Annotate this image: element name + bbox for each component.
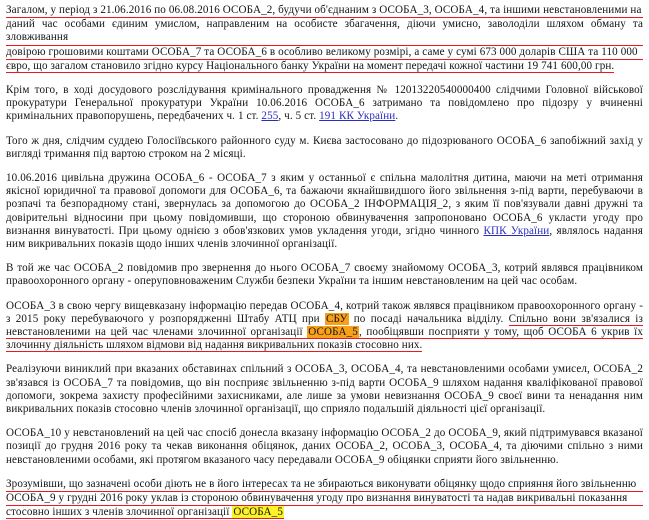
- paragraph-8: [6, 427, 643, 467]
- paragraph-9: [6, 478, 643, 520]
- paragraph-2: [6, 84, 643, 124]
- highlight-osoba-5-yellow: ОСОБА_5: [233, 506, 283, 519]
- highlight-osoba-5-orange: ОСОБА_5: [308, 326, 358, 339]
- paragraph-9-line-3-underlined-run: стосовно інших з членів злочинної організації: [6, 506, 233, 519]
- paragraph-9-line-3: [6, 506, 643, 519]
- paragraph-1: [6, 4, 643, 73]
- paragraph-2-text-3: .: [395, 110, 399, 123]
- paragraph-9-line-2: ОСОБА_9 у грудні 2016 року уклав із стороною обвинувачення угоду про визнання винуватості та надав викривальні показання: [6, 492, 643, 506]
- paragraph-1-line-1: Загалом, у період з 21.06.2016 по 06.08.2016 ОСОБА_2, будучи об'єднаним з ОСОБА_3, ОСОБА_4, та іншими невстановленими на: [6, 4, 643, 18]
- paragraph-4-text-1: 10.06.2016 цивільна дружина ОСОБА_6 - ОСОБА_7 з яким у останньої є спільна малолітня дитина, маючи на меті отримання якісної юридичної та правової допомоги для ОСОБА_6, та бажаючи якнайшвидшого його звільнення з-під варти, перебуваючи в розпачі та безпорадному стані, звернулась за допомогою до ОСОБА_2 ІНФОРМАЦІЯ_2, з яким її пов'язували давні дружні та довірительні відносини при цьому повідомивши, що стороною обвинувачення запропоновано ОСОБА_6 укласти угоду про визнання винуватості. При цьому однією з обов'язкових умов укладення угоди, згідно чинного: [6, 172, 643, 237]
- link-article-255[interactable]: 255: [261, 110, 279, 123]
- paragraph-6-red-underlined-run-1: Спільно вони зв'язалися із невстановленими на цей час членами злочинної організації: [6, 312, 643, 339]
- paragraph-7: [6, 363, 643, 416]
- paragraph-1-line-3: довірою грошовими коштами ОСОБА_7 та ОСОБА_6 в особливо великому розмірі, а саме у сумі 673 000 доларів США та 110 000: [6, 46, 643, 60]
- paragraph-1-line-4: [6, 60, 643, 73]
- paragraph-8-text: ОСОБА_10 у невстановлений на цей час спосіб донесла вказану інформацію ОСОБА_2 до ОСОБА_9, який підтримувався вказаної позиції до грудня 2016 року та чекав виконання обіцянок, даних ОСОБА_2, ОСОБА_3, ОСОБА_4, та діючими спільно з ними невстановленими особами, які протягом вказаного часу передавали ОСОБА_9 обіцянки сприяти його звільненню.: [6, 427, 643, 466]
- paragraph-1-line-4-underlined-run: євро, що загалом становило згідно курсу Національного банку України на момент передачі кожної частини 19 741 600,00 грн.: [6, 59, 615, 72]
- paragraph-3: [6, 135, 643, 161]
- paragraph-3-text: Того ж дня, слідчим суддею Голосіївського районного суду м. Києва застосовано до підозрюваного ОСОБА_6 запобіжний захід у вигляді тримання під вартою строком на 2 місяці.: [6, 134, 643, 160]
- paragraph-7-text: Реалізуючи виниклий при вказаних обставинах спільний з ОСОБА_3, ОСОБА_4, та невстановленими особами умисел, ОСОБА_2 зв'язався із ОСОБА_7 та повідомив, що він посприяє звільненню з-під варти ОСОБА_9 шляхом надання кваліфікованої правової допомоги, зокрема захисту професійними захисниками, але лише за умови невизнання ОСОБА_9 своєї вини та ненадання ним викривальних показів стосовно членів злочинної організації, що сприяло подальшій діяльності цієї організації.: [6, 363, 643, 416]
- paragraph-6-text-1: ОСОБА_3 в свою чергу вищевказану інформацію передав ОСОБА_4, котрий також являвся працівником правоохоронного органу - з 2015 року перебуваючого у розпорядженні Штабу АТЦ при: [6, 299, 643, 325]
- highlight-sbu: СБУ: [325, 312, 348, 325]
- paragraph-6-red-underlined-run-2: , пообіцявши посприяти у тому, щоб ОСОБА 6 укрив їх злочинну діяльність шляхом відмови від надання викривальних показів стосовно них.: [6, 326, 643, 352]
- paragraph-2-text-2: , ч. 5 ст.: [278, 110, 320, 123]
- link-article-191-kk-ukrainy[interactable]: 191 КК України: [319, 110, 396, 123]
- paragraph-5-text: В той же час ОСОБА_2 повідомив про звернення до нього ОСОБА_7 своєму знайомому ОСОБА_3, котрий являвся працівником правоохоронного органу - оперуповноваженим Служби безпеки України та іншим невстановленим на цей час особам.: [6, 262, 643, 288]
- paragraph-1-line-2: даний час особами єдиним умислом, направленим на особисте збагачення, діючи умисно, заволоділи шляхом обману та зловживання: [6, 18, 643, 45]
- paragraph-4: [6, 172, 643, 251]
- paragraph-2-text-1: Крім того, в ході досудового розслідування кримінального провадження № 12013220540000400 слідчими Головної військової прокуратури Генеральної прокуратури України 10.06.2016 ОСОБА_6 затримано та повідомлено про підозру у вчиненні кримінальних правопорушень, передбачених ч. 1 ст.: [6, 84, 643, 123]
- paragraph-4-text-2: , являлось надання ним викривальних показів щодо інших членів злочинної організації.: [6, 224, 643, 251]
- link-kpk-ukrainy[interactable]: КПК України: [483, 224, 550, 237]
- paragraph-6: [6, 300, 643, 353]
- paragraph-5: [6, 262, 643, 288]
- paragraph-9-line-1: Зрозумівши, що зазначені особи діють не в його інтересах та не збираються виконувати обіцянку щодо сприяння його звільненню: [6, 478, 643, 492]
- paragraph-6-text-2: по посаді начальника відділу.: [348, 312, 509, 325]
